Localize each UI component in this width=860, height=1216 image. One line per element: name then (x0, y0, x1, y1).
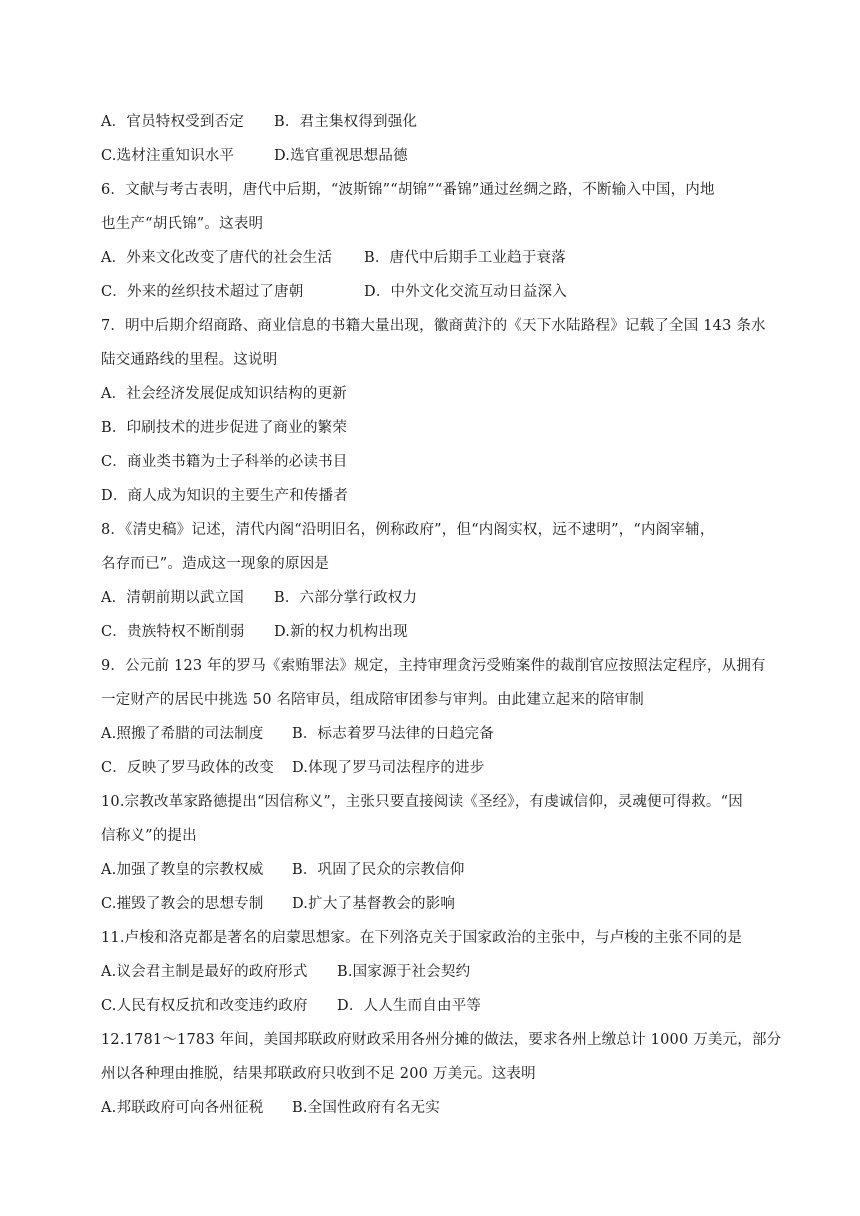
question-6-stem: 6．文献与考古表明，唐代中后期，“波斯锦”“胡锦”“番锦”通过丝绸之路，不断输入中国，内地 (101, 182, 715, 198)
option-c: C.人民有权反抗和改变违约政府 (101, 998, 308, 1014)
option-d: D.体现了罗马司法程序的进步 (292, 760, 485, 776)
option-a: A．社会经济发展促成知识结构的更新 (101, 386, 347, 402)
option-row (101, 860, 771, 880)
question-9-stem-cont: 一定财产的居民中挑选 50 名陪审员，组成陪审团参与审判。由此建立起来的陪审制 (101, 692, 644, 708)
question-8-stem: 8．《清史稿》记述，清代内阁“沿明旧名，例称政府”，但“内阁实权，远不逮明”，“内阁宰辅， (101, 522, 715, 538)
question-10-stem-cont: 信称义”的提出 (101, 828, 197, 844)
option-a: A．外来文化改变了唐代的社会生活 (101, 250, 333, 266)
option-row (101, 588, 771, 608)
option-row (101, 894, 771, 914)
option-row (101, 112, 771, 132)
option-d: D.新的权力机构出现 (274, 624, 408, 640)
option-a: A.议会君主制是最好的政府形式 (101, 964, 308, 980)
option-d: D.选官重视思想品德 (274, 148, 408, 164)
option-d: D．中外文化交流互动日益深入 (364, 284, 567, 300)
question-8-stem-cont: 名存而已”。造成这一现象的原因是 (101, 556, 330, 572)
option-d: D．商人成为知识的主要生产和传播者 (101, 488, 349, 504)
option-row (101, 962, 771, 982)
option-b: B．六部分掌行政权力 (274, 590, 418, 606)
option-b: B．印刷技术的进步促进了商业的繁荣 (101, 420, 348, 436)
option-row (101, 282, 771, 302)
option-b: B．巩固了民众的宗教信仰 (292, 862, 465, 878)
option-c: C．外来的丝织技术超过了唐朝 (101, 284, 304, 300)
option-c: C．贵族特权不断削弱 (101, 624, 245, 640)
question-10-stem: 10.宗教改革家路德提出“因信称义”，主张只要直接阅读《圣经》，有虔诚信仰，灵魂便可得救。“因 (101, 794, 743, 810)
option-row (101, 996, 771, 1016)
option-d: D．人人生而自由平等 (337, 998, 482, 1014)
option-c: C.摧毁了教会的思想专制 (101, 896, 264, 912)
question-12-stem: 12.1781～1783 年间，美国邦联政府财政采用各州分摊的做法，要求各州上缴总计 1000 万美元，部分 (101, 1032, 782, 1048)
option-a: A．官员特权受到否定 (101, 114, 244, 130)
question-7-stem-cont: 陆交通路线的里程。这说明 (101, 352, 278, 368)
option-b: B．唐代中后期手工业趋于衰落 (364, 250, 566, 266)
option-b: B.全国性政府有名无实 (292, 1100, 440, 1116)
option-a: A．清朝前期以武立国 (101, 590, 244, 606)
option-b: B．君主集权得到强化 (274, 114, 418, 130)
question-7-stem: 7．明中后期介绍商路、商业信息的书籍大量出现，徽商黄汴的《天下水陆路程》记载了全国 143 条水 (101, 318, 766, 334)
option-c: C．反映了罗马政体的改变 (101, 760, 274, 776)
option-d: D.扩大了基督教会的影响 (292, 896, 456, 912)
option-a: A.邦联政府可向各州征税 (101, 1100, 264, 1116)
option-row (101, 724, 771, 744)
option-b: B.国家源于社会契约 (337, 964, 471, 980)
question-11-stem: 11.卢梭和洛克都是著名的启蒙思想家。在下列洛克关于国家政治的主张中，与卢梭的主张不同的是 (101, 930, 743, 946)
option-row (101, 758, 771, 778)
question-12-stem-cont: 州以各种理由推脱，结果邦联政府只收到不足 200 万美元。这表明 (101, 1066, 536, 1082)
option-row (101, 248, 771, 268)
option-a: A.照搬了希腊的司法制度 (101, 726, 264, 742)
option-row (101, 622, 771, 642)
question-6-stem-cont: 也生产“胡氏锦”。这表明 (101, 216, 264, 232)
option-a: A.加强了教皇的宗教权威 (101, 862, 264, 878)
option-row (101, 146, 771, 166)
option-c: C.选材注重知识水平 (101, 148, 235, 164)
option-c: C．商业类书籍为士子科举的必读书目 (101, 454, 348, 470)
option-b: B．标志着罗马法律的日趋完备 (292, 726, 494, 742)
question-9-stem: 9．公元前 123 年的罗马《索贿罪法》规定，主持审理贪污受贿案件的裁削官应按照法定程序，从拥有 (101, 658, 766, 674)
option-row (101, 1098, 771, 1118)
